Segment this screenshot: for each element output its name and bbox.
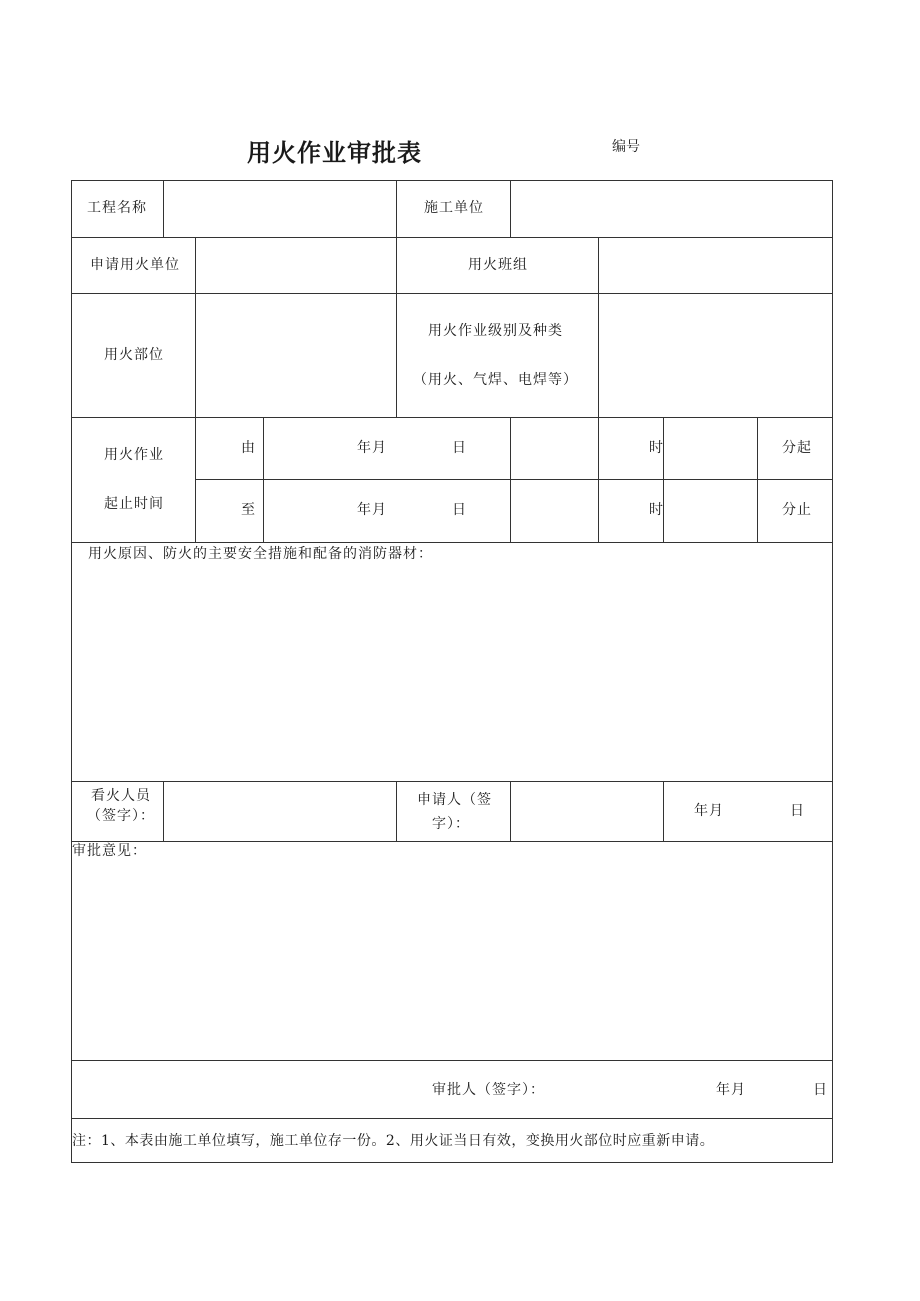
column-divider bbox=[510, 781, 511, 841]
column-divider bbox=[163, 180, 164, 237]
row-divider bbox=[71, 542, 833, 543]
work-level-examples: （用火、气焊、电焊等） bbox=[413, 372, 578, 388]
approval-opinion-field[interactable] bbox=[72, 842, 832, 1060]
applicant-date-year-month: 年月 bbox=[694, 803, 724, 819]
column-divider bbox=[757, 417, 758, 542]
table-border-top bbox=[71, 180, 833, 181]
start-hour-label: 时 bbox=[649, 440, 664, 456]
work-level-label: 用火作业级别及种类 bbox=[428, 323, 563, 339]
row-divider bbox=[71, 293, 833, 294]
row-divider bbox=[71, 237, 833, 238]
watcher-signature-field[interactable] bbox=[164, 782, 396, 840]
fire-team-field[interactable] bbox=[599, 238, 832, 293]
column-divider bbox=[263, 417, 264, 542]
column-divider bbox=[195, 417, 196, 542]
table-border-left bbox=[71, 180, 72, 1163]
approver-signature-field[interactable] bbox=[551, 1072, 701, 1108]
column-divider bbox=[396, 293, 397, 417]
period-label-line1: 用火作业 bbox=[104, 447, 164, 463]
watcher-signature-text: 看火人员（签字）： bbox=[87, 788, 155, 824]
reason-measures-label: 用火原因、防火的主要安全措施和配备的消防器材： bbox=[88, 546, 433, 562]
end-day-label: 日 bbox=[452, 502, 467, 518]
column-divider bbox=[598, 237, 599, 293]
column-divider bbox=[396, 781, 397, 841]
row-divider bbox=[71, 781, 833, 782]
column-divider bbox=[510, 180, 511, 237]
applicant-signature-label-line2: 字）： bbox=[432, 816, 470, 832]
approver-date-year-month: 年月 bbox=[716, 1082, 746, 1098]
to-label: 至 bbox=[241, 502, 256, 518]
form-note: 注：1、本表由施工单位填写，施工单位存一份。2、用火证当日有效，变换用火部位时应重新申请。 bbox=[72, 1133, 715, 1149]
column-divider bbox=[195, 293, 196, 417]
row-divider bbox=[71, 1118, 833, 1119]
approval-form-table bbox=[71, 180, 833, 1163]
end-year-month-label: 年月 bbox=[357, 502, 387, 518]
column-divider bbox=[396, 180, 397, 237]
from-label: 由 bbox=[241, 440, 256, 456]
project-name-label: 工程名称 bbox=[87, 200, 147, 216]
column-divider bbox=[396, 237, 397, 293]
approver-signature-label: 审批人（签字）： bbox=[432, 1082, 545, 1098]
project-name-field[interactable] bbox=[164, 181, 396, 237]
column-divider bbox=[598, 417, 599, 542]
approval-opinion-label: 审批意见： bbox=[72, 843, 147, 859]
table-border-right bbox=[832, 180, 833, 1163]
table-border-bottom bbox=[71, 1162, 833, 1163]
column-divider bbox=[598, 293, 599, 417]
start-day-label: 日 bbox=[452, 440, 467, 456]
reason-measures-field[interactable] bbox=[72, 543, 832, 780]
form-title: 用火作业审批表 bbox=[247, 139, 422, 167]
row-divider bbox=[71, 417, 833, 418]
period-label-line2: 起止时间 bbox=[104, 496, 164, 512]
column-divider bbox=[510, 417, 511, 542]
end-minute-label: 分止 bbox=[782, 502, 812, 518]
column-divider bbox=[663, 781, 664, 841]
construction-unit-label: 施工单位 bbox=[424, 200, 484, 216]
column-divider bbox=[195, 237, 196, 293]
row-divider bbox=[71, 1060, 833, 1061]
approver-date-day: 日 bbox=[813, 1082, 828, 1098]
applicant-unit-label: 申请用火单位 bbox=[90, 257, 180, 273]
fire-location-label: 用火部位 bbox=[104, 347, 164, 363]
column-divider bbox=[663, 417, 664, 542]
column-divider bbox=[163, 781, 164, 841]
work-level-field[interactable] bbox=[599, 294, 832, 417]
row-divider bbox=[71, 841, 833, 842]
serial-number-label: 编号 bbox=[612, 139, 640, 155]
start-year-month-label: 年月 bbox=[357, 440, 387, 456]
applicant-date-day: 日 bbox=[790, 803, 805, 819]
applicant-unit-field[interactable] bbox=[196, 238, 396, 293]
start-minute-label: 分起 bbox=[782, 440, 812, 456]
watcher-signature-label bbox=[81, 786, 161, 838]
fire-team-label: 用火班组 bbox=[468, 257, 528, 273]
construction-unit-field[interactable] bbox=[511, 181, 832, 237]
row-divider bbox=[195, 479, 833, 480]
applicant-signature-field[interactable] bbox=[511, 782, 663, 840]
fire-location-field[interactable] bbox=[196, 294, 396, 417]
end-hour-label: 时 bbox=[649, 502, 664, 518]
applicant-signature-label-line1: 申请人（签 bbox=[417, 792, 492, 808]
